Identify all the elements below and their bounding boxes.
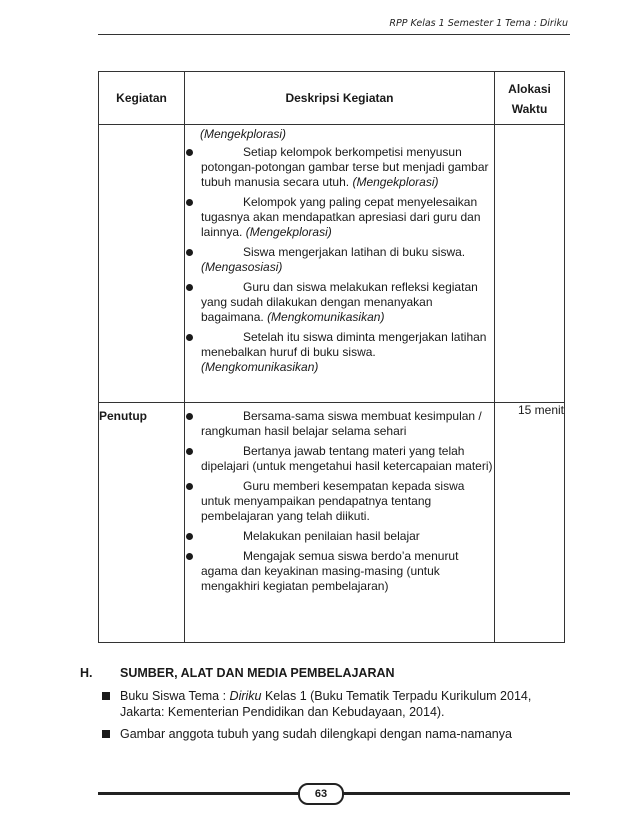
footer-rule-left — [98, 792, 300, 795]
list-item-text: Siswa mengerjakan latihan di buku siswa. — [243, 245, 466, 259]
section-h-heading — [80, 666, 560, 680]
source-text-post: Kelas 1 (Buku Tematik Terpadu Kurikulum 2014, Jakarta: Kementerian Pendidikan dan Kebudayaan, 2014). — [120, 689, 532, 719]
source-text-pre: Gambar anggota tubuh yang sudah dilengkapi dengan nama-namanya — [120, 727, 512, 741]
list-item-tag: (Mengasosiasi) — [201, 260, 283, 274]
row2-kegiatan: Penutup — [99, 403, 185, 643]
footer-rule-right — [338, 792, 570, 795]
header-kegiatan: Kegiatan — [99, 72, 185, 125]
list-item — [85, 409, 494, 439]
list-item — [100, 726, 560, 742]
list-item — [85, 479, 494, 524]
source-text-pre: Buku Siswa Tema : — [120, 689, 230, 703]
row1-bullet-list — [185, 145, 494, 375]
bullet-dot-icon — [186, 149, 193, 156]
list-item — [85, 330, 494, 375]
row1-waktu — [495, 125, 565, 403]
header-deskripsi: Deskripsi Kegiatan — [185, 72, 495, 125]
list-item — [85, 549, 494, 594]
list-item-text: Bertanya jawab tentang materi yang telah dipelajari (untuk mengetahui hasil ketercapaian materi) — [201, 444, 493, 473]
square-bullet-icon — [102, 692, 110, 700]
bullet-dot-icon — [186, 334, 193, 341]
section-h-title: SUMBER, ALAT DAN MEDIA PEMBELAJARAN — [120, 666, 395, 680]
bullet-dot-icon — [186, 284, 193, 291]
row1-first-line: (Mengekplorasi) — [200, 127, 287, 141]
bullet-dot-icon — [186, 249, 193, 256]
row2-waktu: 15 menit — [495, 403, 565, 643]
list-item — [85, 529, 494, 544]
list-item-tag: (Mengekplorasi) — [245, 225, 332, 239]
list-item-tag: (Mengkomunikasikan) — [201, 360, 319, 374]
activity-table — [98, 71, 565, 643]
list-item-text: Mengajak semua siswa berdo’a menurut agama dan keyakinan masing-masing (untuk mengakhiri kegiatan pembelajaran) — [201, 549, 459, 593]
page-number: 63 — [298, 783, 344, 805]
list-item — [100, 688, 560, 720]
list-item-tag: (Mengkomunikasikan) — [267, 310, 385, 324]
table-row — [99, 403, 565, 643]
source-text-italic: Diriku — [229, 689, 262, 703]
bullet-dot-icon — [186, 413, 193, 420]
running-header: RPP Kelas 1 Semester 1 Tema : Diriku — [389, 18, 568, 29]
table-row — [99, 125, 565, 403]
list-item — [85, 145, 494, 190]
header-rule — [98, 34, 570, 35]
bullet-dot-icon — [186, 448, 193, 455]
bullet-dot-icon — [186, 483, 193, 490]
list-item-text: Melakukan penilaian hasil belajar — [243, 529, 420, 543]
list-item-text: Bersama-sama siswa membuat kesimpulan / rangkuman hasil belajar selama sehari — [201, 409, 482, 438]
row2-deskripsi — [185, 403, 495, 643]
table-header-row — [99, 72, 565, 125]
header-alokasi-line1: Alokasi — [508, 82, 551, 96]
list-item-text: Guru dan siswa melakukan refleksi kegiatan yang sudah dilakukan dengan menanyakan bagaimana. — [201, 280, 478, 324]
list-item-text: Kelompok yang paling cepat menyelesaikan tugasnya akan mendapatkan apresiasi dari guru dan lainnya. — [201, 195, 481, 239]
header-alokasi-line2: Waktu — [511, 102, 548, 116]
list-item — [85, 245, 494, 275]
row2-bullet-list — [185, 409, 494, 594]
list-item — [85, 280, 494, 325]
section-h-letter: H. — [80, 666, 93, 680]
list-item — [85, 195, 494, 240]
square-bullet-icon — [102, 730, 110, 738]
section-h — [80, 666, 560, 748]
header-alokasi — [495, 72, 565, 125]
bullet-dot-icon — [186, 553, 193, 560]
row1-deskripsi — [185, 125, 495, 403]
list-item-text: Setelah itu siswa diminta mengerjakan latihan menebalkan huruf di buku siswa. — [201, 330, 487, 359]
list-item-text: Guru memberi kesempatan kepada siswa untuk menyampaikan pendapatnya tentang pembelajaran yang telah diikuti. — [201, 479, 465, 523]
section-h-list — [80, 688, 560, 742]
list-item — [85, 444, 494, 474]
list-item-text: Setiap kelompok berkompetisi menyusun potongan-potongan gambar terse but menjadi gambar tubuh manusia secara utuh. — [201, 145, 489, 189]
bullet-dot-icon — [186, 533, 193, 540]
list-item-tag: (Mengekplorasi) — [352, 175, 439, 189]
bullet-dot-icon — [186, 199, 193, 206]
